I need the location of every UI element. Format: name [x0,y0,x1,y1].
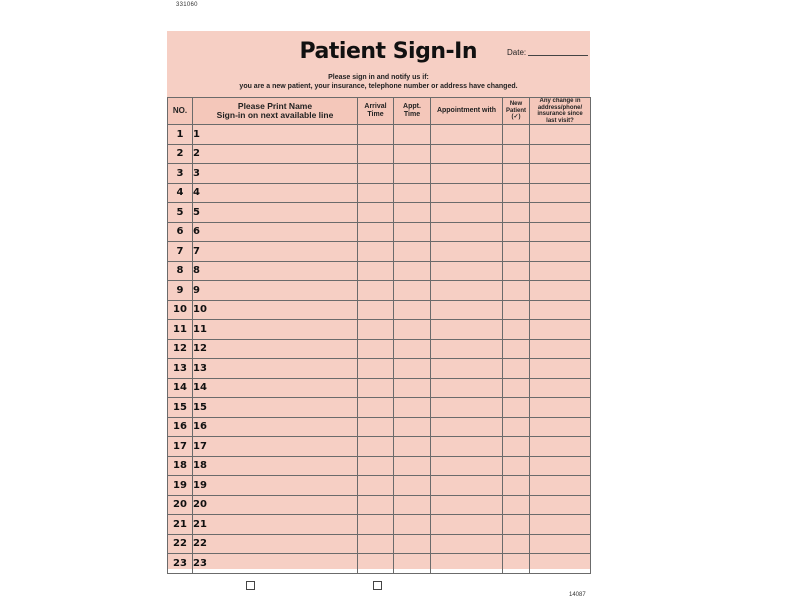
arrival-cell[interactable] [358,320,394,340]
appointment-with-cell[interactable] [431,183,503,203]
name-header-line-2: Sign-in on next available line [216,110,334,120]
appt-time-cell[interactable] [394,495,431,515]
new-patient-cell[interactable] [503,378,530,398]
change-cell[interactable] [530,476,591,496]
appt-time-cell[interactable] [394,183,431,203]
name-cell[interactable]: 23 [193,554,358,574]
appt-time-cell[interactable] [394,378,431,398]
table-row [168,164,591,184]
arrival-cell[interactable] [358,398,394,418]
arrival-cell[interactable] [358,456,394,476]
table-row [168,437,591,457]
appointment-with-cell[interactable] [431,476,503,496]
appointment-with-cell[interactable] [431,203,503,223]
arrival-cell[interactable] [358,476,394,496]
new-patient-cell[interactable] [503,125,530,145]
row-number: 23 [168,554,193,574]
row-number: 21 [168,515,193,535]
arrival-cell[interactable] [358,378,394,398]
name-cell[interactable]: 13 [193,359,358,379]
name-cell[interactable]: 3 [193,164,358,184]
appointment-with-cell[interactable] [431,261,503,281]
table-row [168,222,591,242]
name-cell[interactable]: 8 [193,261,358,281]
table-row [168,320,591,340]
appointment-with-cell[interactable] [431,222,503,242]
row-number: 14 [168,378,193,398]
new-patient-cell[interactable] [503,281,530,301]
row-number: 19 [168,476,193,496]
arrival-cell[interactable] [358,359,394,379]
change-cell[interactable] [530,515,591,535]
table-row [168,125,591,145]
table-row [168,456,591,476]
change-cell[interactable] [530,437,591,457]
appointment-with-cell[interactable] [431,515,503,535]
change-cell[interactable] [530,281,591,301]
appointment-with-cell[interactable] [431,125,503,145]
name-cell[interactable]: 5 [193,203,358,223]
notice-line-1: Please sign in and notify us if: [328,74,429,81]
row-number: 20 [168,495,193,515]
name-cell[interactable]: 22 [193,534,358,554]
sign-in-form [167,31,590,569]
row-number: 2 [168,144,193,164]
new-patient-cell[interactable] [503,515,530,535]
appt-time-cell[interactable] [394,242,431,262]
row-number: 10 [168,300,193,320]
appointment-with-cell[interactable] [431,144,503,164]
appointment-with-cell[interactable] [431,398,503,418]
name-cell[interactable]: 17 [193,437,358,457]
appt-time-cell[interactable] [394,515,431,535]
col-header-name [193,98,358,125]
col-header-arrival: Arrival Time [358,98,394,125]
table-row [168,339,591,359]
col-header-appointment-with: Appointment with [431,98,503,125]
arrival-cell[interactable] [358,144,394,164]
arrival-cell[interactable] [358,339,394,359]
name-cell[interactable]: 14 [193,378,358,398]
new-patient-cell[interactable] [503,261,530,281]
appointment-with-cell[interactable] [431,495,503,515]
arrival-cell[interactable] [358,125,394,145]
appt-time-cell[interactable] [394,398,431,418]
page-title: Patient Sign-In [299,39,477,64]
header-row [168,98,591,125]
table-row [168,261,591,281]
table-row [168,359,591,379]
row-number: 5 [168,203,193,223]
name-cell[interactable]: 7 [193,242,358,262]
appointment-with-cell[interactable] [431,378,503,398]
sign-in-table [167,97,591,574]
col-header-change: Any change in address/phone/ insurance since last visit? [530,98,591,125]
new-patient-cell[interactable] [503,417,530,437]
arrival-cell[interactable] [358,300,394,320]
appt-time-cell[interactable] [394,437,431,457]
change-cell[interactable] [530,183,591,203]
table-row [168,398,591,418]
arrival-cell[interactable] [358,261,394,281]
arrival-cell[interactable] [358,164,394,184]
new-patient-cell[interactable] [503,203,530,223]
table-row [168,203,591,223]
change-cell[interactable] [530,144,591,164]
table-row [168,495,591,515]
name-cell[interactable]: 11 [193,320,358,340]
new-patient-cell[interactable] [503,437,530,457]
table-row [168,144,591,164]
new-patient-cell[interactable] [503,476,530,496]
arrival-cell[interactable] [358,417,394,437]
name-cell[interactable]: 21 [193,515,358,535]
name-cell[interactable]: 16 [193,417,358,437]
name-cell[interactable]: 1 [193,125,358,145]
row-number: 9 [168,281,193,301]
row-number: 16 [168,417,193,437]
date-field[interactable] [507,48,588,57]
appt-time-cell[interactable] [394,300,431,320]
table-row [168,281,591,301]
change-cell[interactable] [530,554,591,574]
appt-time-cell[interactable] [394,320,431,340]
name-cell[interactable]: 20 [193,495,358,515]
row-number: 11 [168,320,193,340]
name-cell[interactable]: 19 [193,476,358,496]
change-cell[interactable] [530,164,591,184]
appointment-with-cell[interactable] [431,554,503,574]
change-cell[interactable] [530,495,591,515]
arrival-cell[interactable] [358,203,394,223]
new-patient-cell[interactable] [503,183,530,203]
appointment-with-cell[interactable] [431,437,503,457]
appointment-with-cell[interactable] [431,242,503,262]
change-cell[interactable] [530,320,591,340]
new-patient-cell[interactable] [503,495,530,515]
appt-time-cell[interactable] [394,281,431,301]
appt-time-cell[interactable] [394,554,431,574]
change-cell[interactable] [530,359,591,379]
change-cell[interactable] [530,300,591,320]
appt-time-cell[interactable] [394,222,431,242]
change-cell[interactable] [530,534,591,554]
appt-time-cell[interactable] [394,417,431,437]
arrival-cell[interactable] [358,534,394,554]
new-patient-cell[interactable] [503,359,530,379]
row-number: 4 [168,183,193,203]
change-cell[interactable] [530,398,591,418]
appt-time-cell[interactable] [394,125,431,145]
new-patient-cell[interactable] [503,164,530,184]
change-cell[interactable] [530,378,591,398]
new-patient-cell[interactable] [503,554,530,574]
row-number: 13 [168,359,193,379]
table-row [168,242,591,262]
col-header-new-patient: New Patient (✓) [503,98,530,125]
new-patient-cell[interactable] [503,300,530,320]
change-cell[interactable] [530,242,591,262]
arrival-cell[interactable] [358,242,394,262]
appointment-with-cell[interactable] [431,534,503,554]
checkbox-right[interactable] [373,581,382,590]
change-cell[interactable] [530,222,591,242]
new-patient-cell[interactable] [503,242,530,262]
appt-time-cell[interactable] [394,456,431,476]
name-cell[interactable]: 2 [193,144,358,164]
table-row [168,554,591,574]
change-cell[interactable] [530,125,591,145]
row-number: 7 [168,242,193,262]
name-cell[interactable]: 4 [193,183,358,203]
form-code-top: 331060 [176,2,198,8]
col-header-no: NO. [168,98,193,125]
name-cell[interactable]: 10 [193,300,358,320]
appointment-with-cell[interactable] [431,320,503,340]
table-row [168,417,591,437]
name-cell[interactable]: 15 [193,398,358,418]
row-number: 22 [168,534,193,554]
notice-line-2: you are a new patient, your insurance, telephone number or address have changed. [239,83,518,90]
row-number: 3 [168,164,193,184]
table-row [168,300,591,320]
new-patient-cell[interactable] [503,398,530,418]
name-cell[interactable]: 9 [193,281,358,301]
appointment-with-cell[interactable] [431,339,503,359]
appointment-with-cell[interactable] [431,359,503,379]
row-number: 6 [168,222,193,242]
row-number: 1 [168,125,193,145]
table-row [168,476,591,496]
row-number: 8 [168,261,193,281]
name-cell[interactable]: 12 [193,339,358,359]
appointment-with-cell[interactable] [431,300,503,320]
appointment-with-cell[interactable] [431,164,503,184]
new-patient-cell[interactable] [503,222,530,242]
appt-time-cell[interactable] [394,203,431,223]
arrival-cell[interactable] [358,554,394,574]
appt-time-cell[interactable] [394,261,431,281]
table-row [168,378,591,398]
new-patient-cell[interactable] [503,534,530,554]
date-label: Date: [507,48,527,57]
name-header-line-1: Please Print Name [237,101,313,111]
change-cell[interactable] [530,261,591,281]
new-patient-cell[interactable] [503,339,530,359]
appointment-with-cell[interactable] [431,417,503,437]
change-cell[interactable] [530,417,591,437]
appt-time-cell[interactable] [394,144,431,164]
appt-time-cell[interactable] [394,476,431,496]
row-number: 15 [168,398,193,418]
appt-time-cell[interactable] [394,534,431,554]
arrival-cell[interactable] [358,183,394,203]
form-code-bottom: 14087 [569,592,586,598]
new-patient-cell[interactable] [503,144,530,164]
change-cell[interactable] [530,456,591,476]
table-row [168,515,591,535]
change-cell[interactable] [530,339,591,359]
row-number: 18 [168,456,193,476]
col-header-appt-time: Appt. Time [394,98,431,125]
appt-time-cell[interactable] [394,339,431,359]
table-row [168,534,591,554]
new-patient-cell[interactable] [503,320,530,340]
table-row [168,183,591,203]
appt-time-cell[interactable] [394,164,431,184]
appt-time-cell[interactable] [394,359,431,379]
arrival-cell[interactable] [358,222,394,242]
row-number: 17 [168,437,193,457]
arrival-cell[interactable] [358,495,394,515]
arrival-cell[interactable] [358,515,394,535]
appointment-with-cell[interactable] [431,456,503,476]
arrival-cell[interactable] [358,437,394,457]
date-line[interactable] [528,54,588,56]
row-number: 12 [168,339,193,359]
name-cell[interactable]: 6 [193,222,358,242]
change-cell[interactable] [530,203,591,223]
checkbox-left[interactable] [246,581,255,590]
appointment-with-cell[interactable] [431,281,503,301]
new-patient-cell[interactable] [503,456,530,476]
name-cell[interactable]: 18 [193,456,358,476]
arrival-cell[interactable] [358,281,394,301]
